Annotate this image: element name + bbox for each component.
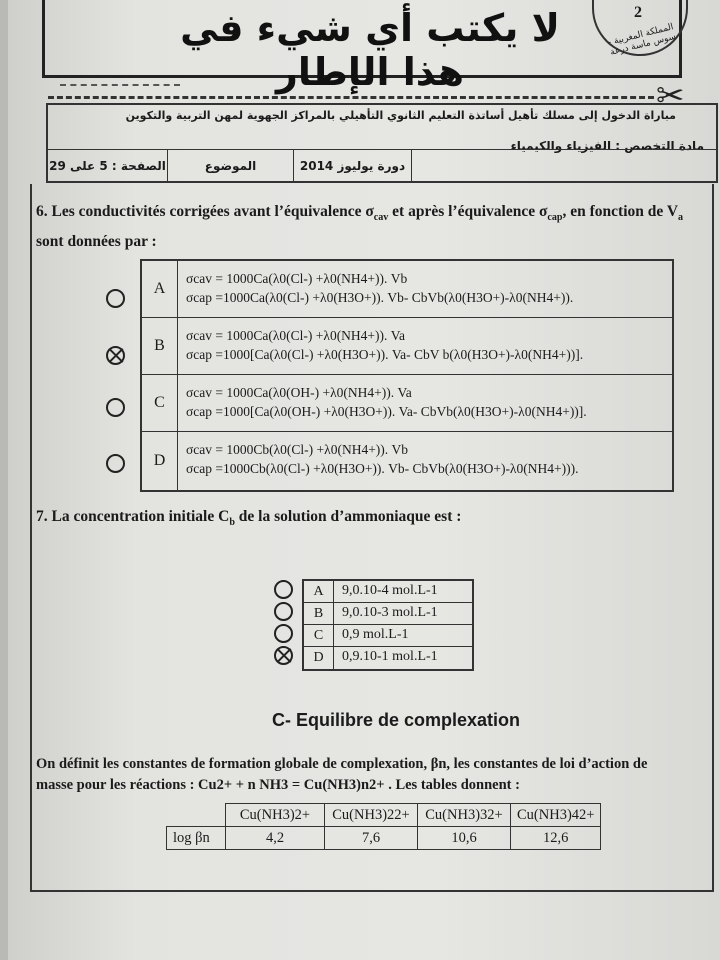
section-c-title: C- Equilibre de complexation — [272, 710, 521, 730]
q6-option-row — [142, 375, 672, 432]
option-letter: B — [304, 603, 334, 624]
table-cell: 7,6 — [325, 827, 418, 850]
q6-radio-d[interactable] — [106, 454, 125, 473]
option-formula: σcav = 1000Cb(λ0(Cl-) +λ0(NH4+)). Vb σcap =1000Cb(λ0(Cl-) +λ0(H3O+)). Vb- CbVb(λ0(H3O+)-λ0(NH4+))). — [186, 442, 579, 476]
stamp-text: المملكة المغربية - سوس ماسة درعة — [606, 22, 678, 58]
subject-label: مادة التخصص : الفيزياء والكيمياء — [510, 139, 704, 153]
table-header: Cu(NH3)22+ — [325, 804, 418, 827]
session-label: دورة يوليوز 2014 — [294, 149, 412, 183]
option-formula: σcav = 1000Ca(λ0(OH-) +λ0(NH4+)). Va σcap =1000[Ca(λ0(OH-) +λ0(H3O+)). Va- CbVb(λ0(H3O+)-λ0(NH4+))]. — [186, 385, 587, 419]
option-letter: A — [142, 261, 178, 317]
topic-label: الموضوع — [168, 149, 294, 183]
option-value: 0,9 mol.L-1 — [342, 627, 409, 642]
table-corner — [167, 804, 226, 827]
option-value: 9,0.10-4 mol.L-1 — [342, 583, 438, 598]
exam-title: مباراة الدخول إلى مسلك تأهيل أساتذة التعليم الثانوي التأهيلي بالمراكز الجهوية لمهن التربية والتكوين — [125, 109, 676, 122]
option-formula: σcav = 1000Ca(λ0(Cl-) +λ0(NH4+)). Va σcap =1000[Ca(λ0(Cl-) +λ0(H3O+)). Va- CbV b(λ0(H3O+)-λ0(NH4+))]. — [186, 328, 584, 362]
table-header: Cu(NH3)32+ — [418, 804, 511, 827]
option-value: 9,0.10-3 mol.L-1 — [342, 605, 438, 620]
row-label: log βn — [167, 827, 226, 850]
exam-header — [46, 103, 718, 183]
scissors-icon: ✂ — [656, 78, 685, 115]
q6-radio-a[interactable] — [106, 289, 125, 308]
header-info-row — [48, 149, 716, 183]
dash-mark — [60, 84, 180, 86]
q7-options-table — [302, 579, 474, 671]
option-formula: σcav = 1000Ca(λ0(Cl-) +λ0(NH4+)). Vb σcap =1000Ca(λ0(Cl-) +λ0(H3O+)). Vb- CbVb(λ0(H3O+)-λ0(NH4+)). — [186, 271, 574, 305]
q7-option-row — [304, 625, 472, 647]
q6-option-row — [142, 261, 672, 318]
q7-radio-b[interactable] — [274, 602, 293, 621]
table-header: Cu(NH3)2+ — [226, 804, 325, 827]
section-c-paragraph: On définit les constantes de formation globale de complexation, βn, les constantes de loi d’action de masse pour les réactions : Cu2+ + n NH3 = Cu(NH3)n2+ . Les tables donnent : — [36, 756, 648, 793]
option-letter: C — [304, 625, 334, 646]
q7-option-row — [304, 603, 472, 625]
no-write-warning: لا يكتب أي شيء في هذا الإطار — [180, 6, 560, 94]
table-cell: 10,6 — [418, 827, 511, 850]
q7-radio-a[interactable] — [274, 580, 293, 599]
option-letter: B — [142, 318, 178, 374]
table-header-row — [167, 804, 601, 827]
stamp-number: 2 — [634, 4, 642, 21]
q7-option-row — [304, 647, 472, 669]
question-7-text: 7. La concentration initiale $C_b$ de la solution d’ammoniaque est : — [36, 508, 462, 529]
option-value: 0,9.10-1 mol.L-1 — [342, 649, 438, 664]
option-letter: D — [304, 647, 334, 669]
option-letter: A — [304, 581, 334, 602]
q6-radio-c[interactable] — [106, 398, 125, 417]
complexation-constants-table — [166, 803, 601, 850]
q6-option-row — [142, 432, 672, 490]
table-row — [167, 827, 601, 850]
option-letter: D — [142, 432, 178, 490]
q7-radio-c[interactable] — [274, 624, 293, 643]
q6-radio-b[interactable] — [106, 346, 125, 365]
page-number: الصفحة : 5 على 29 — [48, 149, 168, 183]
q6-option-row — [142, 318, 672, 375]
cut-line — [48, 96, 654, 99]
table-cell: 12,6 — [511, 827, 601, 850]
table-cell: 4,2 — [226, 827, 325, 850]
table-header: Cu(NH3)42+ — [511, 804, 601, 827]
q6-options-table — [140, 259, 674, 492]
q7-option-row — [304, 581, 472, 603]
option-letter: C — [142, 375, 178, 431]
question-6-text: 6. Les conductivités corrigées avant l’équivalence $\sigma_{cav}$ et après l’équivalence $\sigma_{cap}$, en fonction de $V_a$ sont données par : — [36, 203, 684, 251]
q7-radio-d[interactable] — [274, 646, 293, 665]
